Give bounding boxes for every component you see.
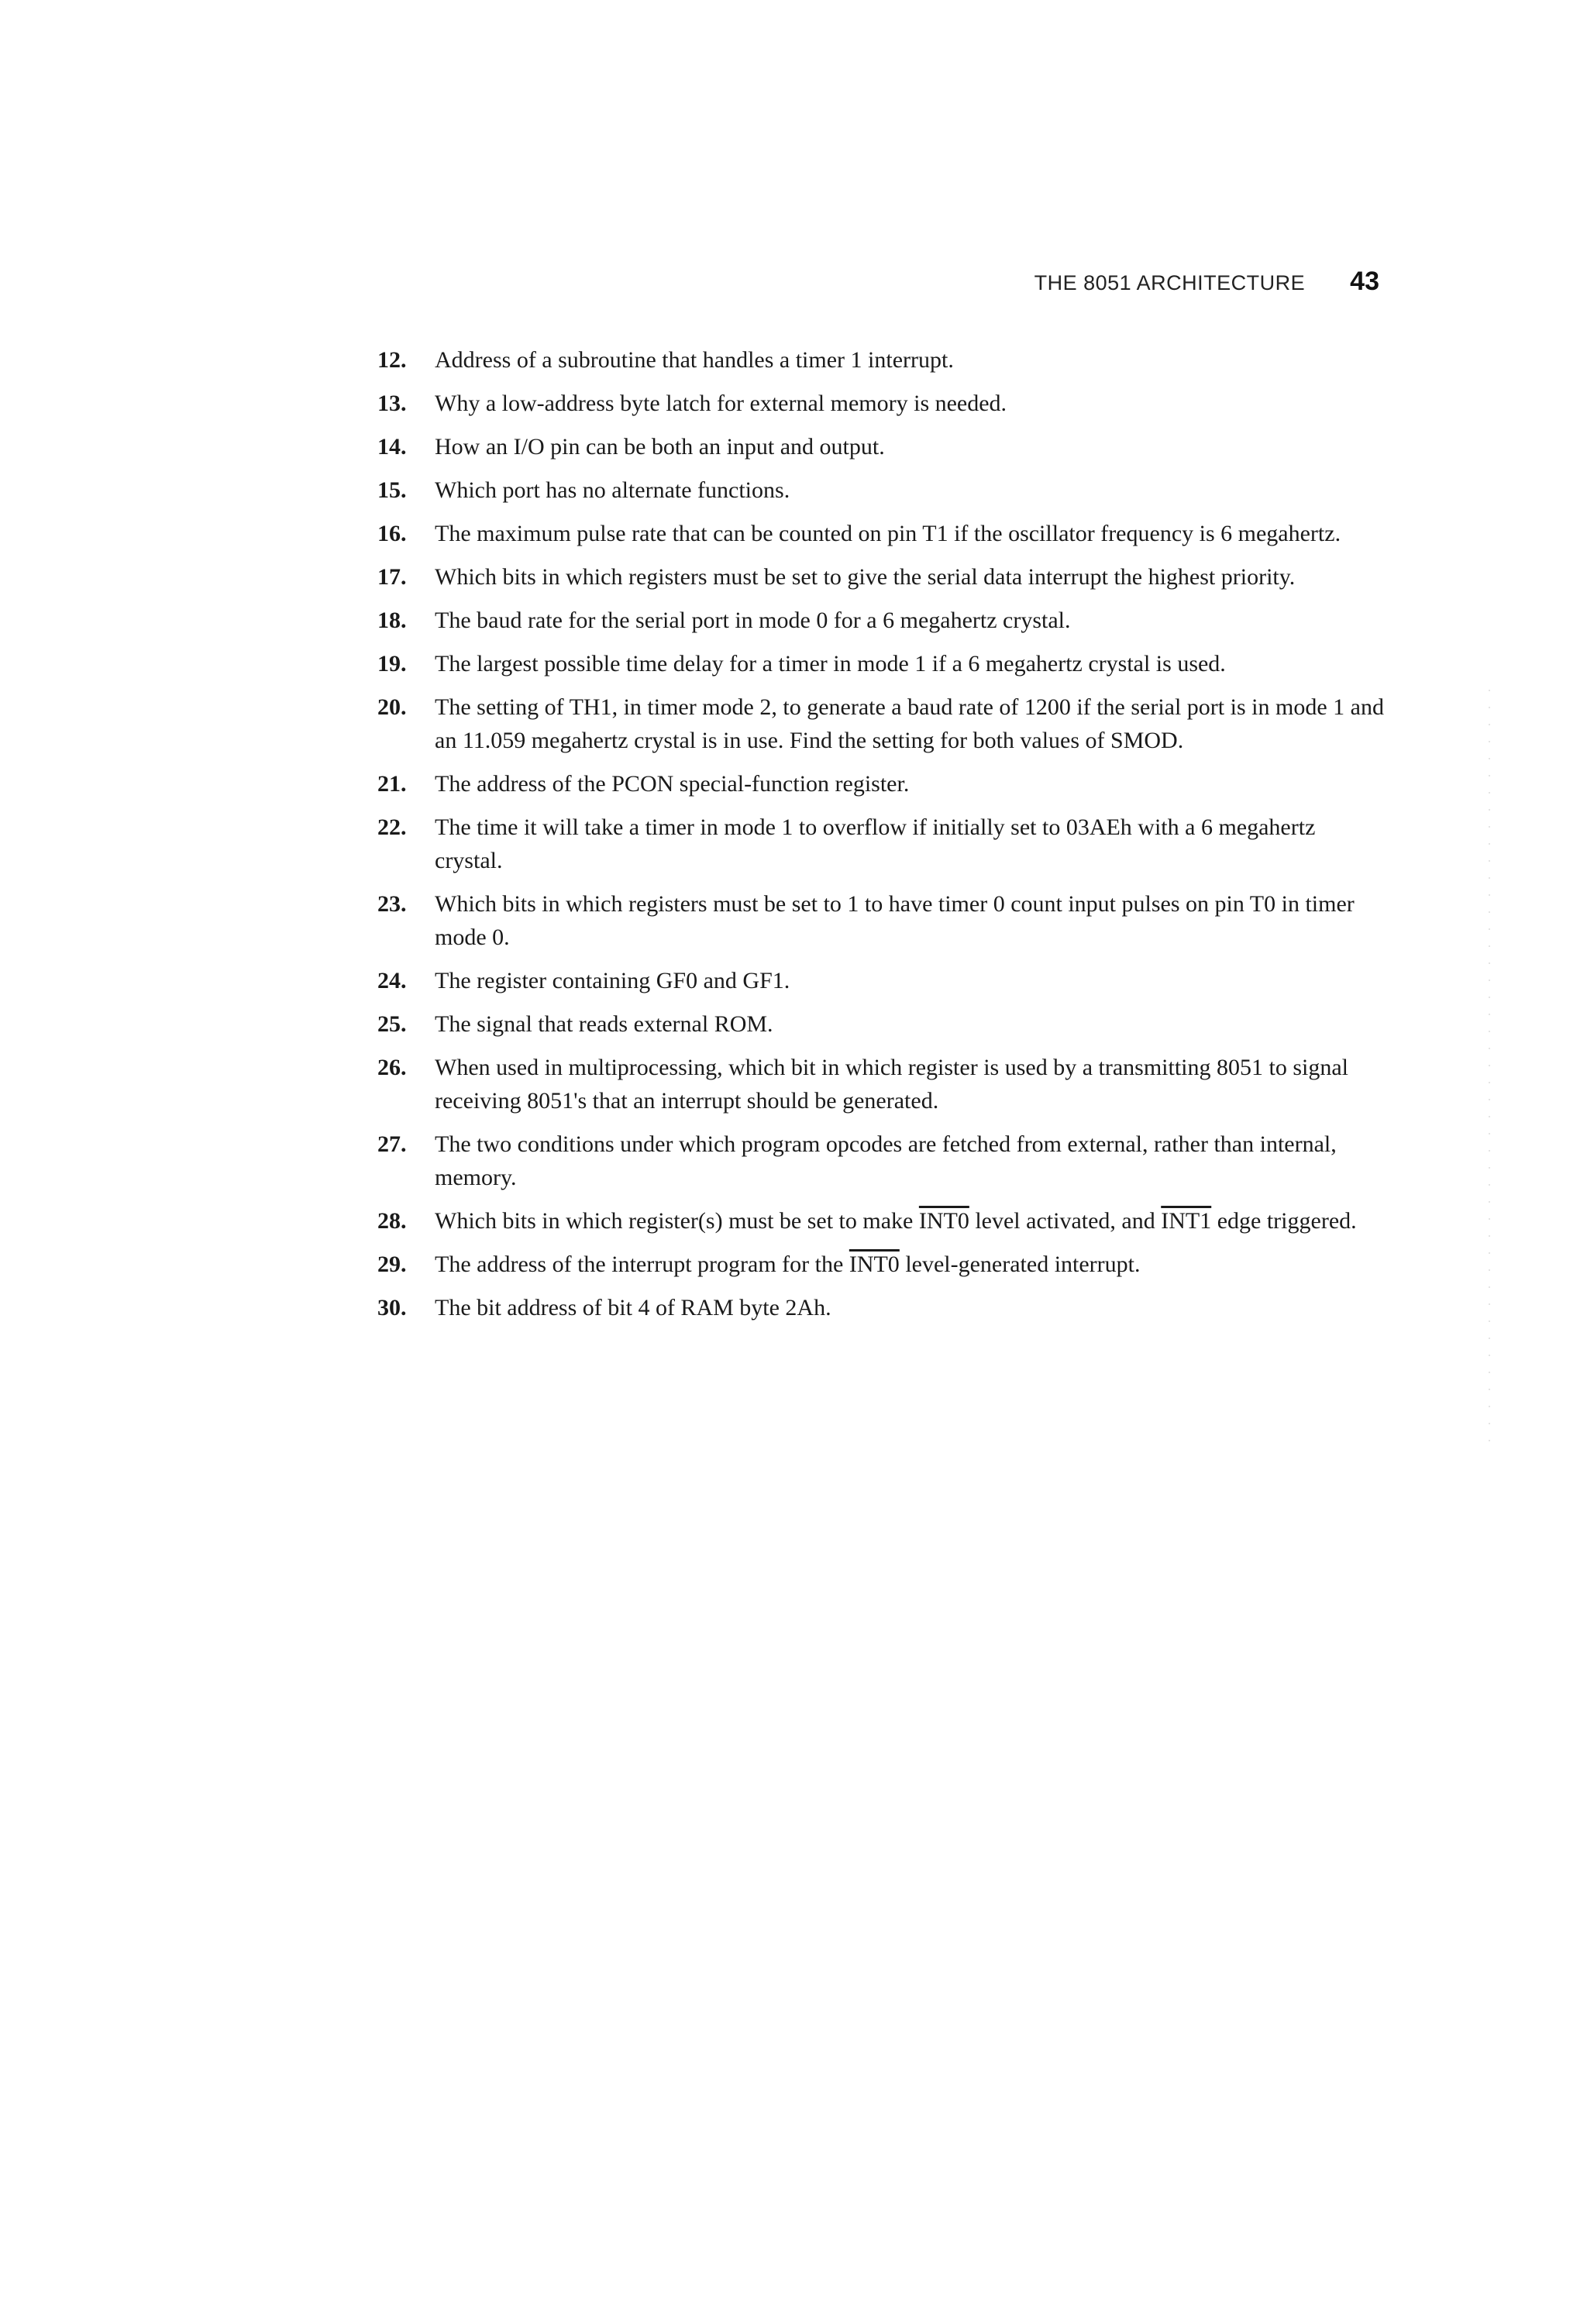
question-item — [377, 560, 1385, 594]
question-number: 14. — [377, 434, 407, 460]
question-text: The time it will take a timer in mode 1 to overflow if initially set to 03AEh with a 6 megahertz crystal. — [435, 814, 1316, 873]
question-text-part: level-generated interrupt. — [899, 1252, 1141, 1277]
question-text: The bit address of bit 4 of RAM byte 2Ah. — [435, 1295, 831, 1320]
question-item — [377, 430, 1385, 463]
question-number: 15. — [377, 477, 407, 503]
question-number: 12. — [377, 347, 407, 373]
question-text: The baud rate for the serial port in mode 0 for a 6 megahertz crystal. — [435, 608, 1071, 633]
question-number: 20. — [377, 694, 407, 720]
question-number: 17. — [377, 564, 407, 590]
question-text-part: level activated, and — [969, 1208, 1162, 1234]
question-number: 21. — [377, 771, 407, 797]
question-text: The address of the PCON special-function register. — [435, 771, 910, 797]
question-text: When used in multiprocessing, which bit in which register is used by a transmitting 8051 to signal receiving 8051's that an interrupt should be generated. — [435, 1055, 1348, 1114]
question-number: 19. — [377, 651, 407, 677]
int0-signal: INT0 — [918, 1208, 969, 1234]
question-number: 13. — [377, 391, 407, 416]
question-number: 29. — [377, 1252, 407, 1277]
question-text: Which bits in which registers must be set to give the serial data interrupt the highest priority. — [435, 564, 1296, 590]
question-item — [377, 1204, 1385, 1238]
question-number: 16. — [377, 521, 407, 546]
question-item — [377, 1007, 1385, 1041]
question-item — [377, 964, 1385, 997]
question-item — [377, 647, 1385, 680]
question-text-part: Which bits in which register(s) must be set to make — [435, 1208, 919, 1234]
question-item — [377, 343, 1385, 377]
running-title: THE 8051 ARCHITECTURE — [1034, 271, 1306, 294]
question-item — [377, 1248, 1385, 1281]
question-number: 30. — [377, 1295, 407, 1320]
question-item — [377, 604, 1385, 637]
running-head — [775, 267, 1379, 298]
question-number: 27. — [377, 1131, 407, 1157]
question-text: The largest possible time delay for a timer in mode 1 if a 6 megahertz crystal is used. — [435, 651, 1226, 677]
question-text: Which port has no alternate functions. — [435, 477, 790, 503]
question-number: 26. — [377, 1055, 407, 1080]
question-text: The two conditions under which program opcodes are fetched from external, rather than internal, memory. — [435, 1131, 1337, 1190]
int1-signal: INT1 — [1161, 1208, 1212, 1234]
question-text: Why a low-address byte latch for external memory is needed. — [435, 391, 1007, 416]
page-number: 43 — [1350, 267, 1379, 296]
question-number: 25. — [377, 1011, 407, 1037]
scan-specks — [1486, 682, 1492, 1457]
int0-signal: INT0 — [849, 1252, 900, 1277]
question-number: 22. — [377, 814, 407, 840]
question-number: 28. — [377, 1208, 407, 1234]
question-item — [377, 767, 1385, 800]
question-text: Which bits in which registers must be set to 1 to have timer 0 count input pulses on pin T0 in timer mode 0. — [435, 891, 1355, 950]
question-number: 24. — [377, 968, 407, 993]
question-item — [377, 387, 1385, 420]
question-item — [377, 1291, 1385, 1324]
question-text: How an I/O pin can be both an input and output. — [435, 434, 885, 460]
question-text: The maximum pulse rate that can be counted on pin T1 if the oscillator frequency is 6 megahertz. — [435, 521, 1341, 546]
question-item — [377, 690, 1385, 757]
question-text-part: edge triggered. — [1211, 1208, 1357, 1234]
question-text: Address of a subroutine that handles a timer 1 interrupt. — [435, 347, 954, 373]
question-item — [377, 517, 1385, 550]
question-text: The setting of TH1, in timer mode 2, to generate a baud rate of 1200 if the serial port is in mode 1 and an 11.059 megahertz crystal is in use. Find the setting for both values of SMOD. — [435, 694, 1384, 753]
question-item — [377, 887, 1385, 954]
question-item — [377, 1128, 1385, 1194]
question-number: 23. — [377, 891, 407, 917]
question-item — [377, 473, 1385, 507]
question-text-part: The address of the interrupt program for the — [435, 1252, 849, 1277]
question-number: 18. — [377, 608, 407, 633]
question-text: The register containing GF0 and GF1. — [435, 968, 790, 993]
question-item — [377, 1051, 1385, 1117]
question-list — [377, 343, 1385, 1334]
question-text: The signal that reads external ROM. — [435, 1011, 773, 1037]
question-item — [377, 811, 1385, 877]
